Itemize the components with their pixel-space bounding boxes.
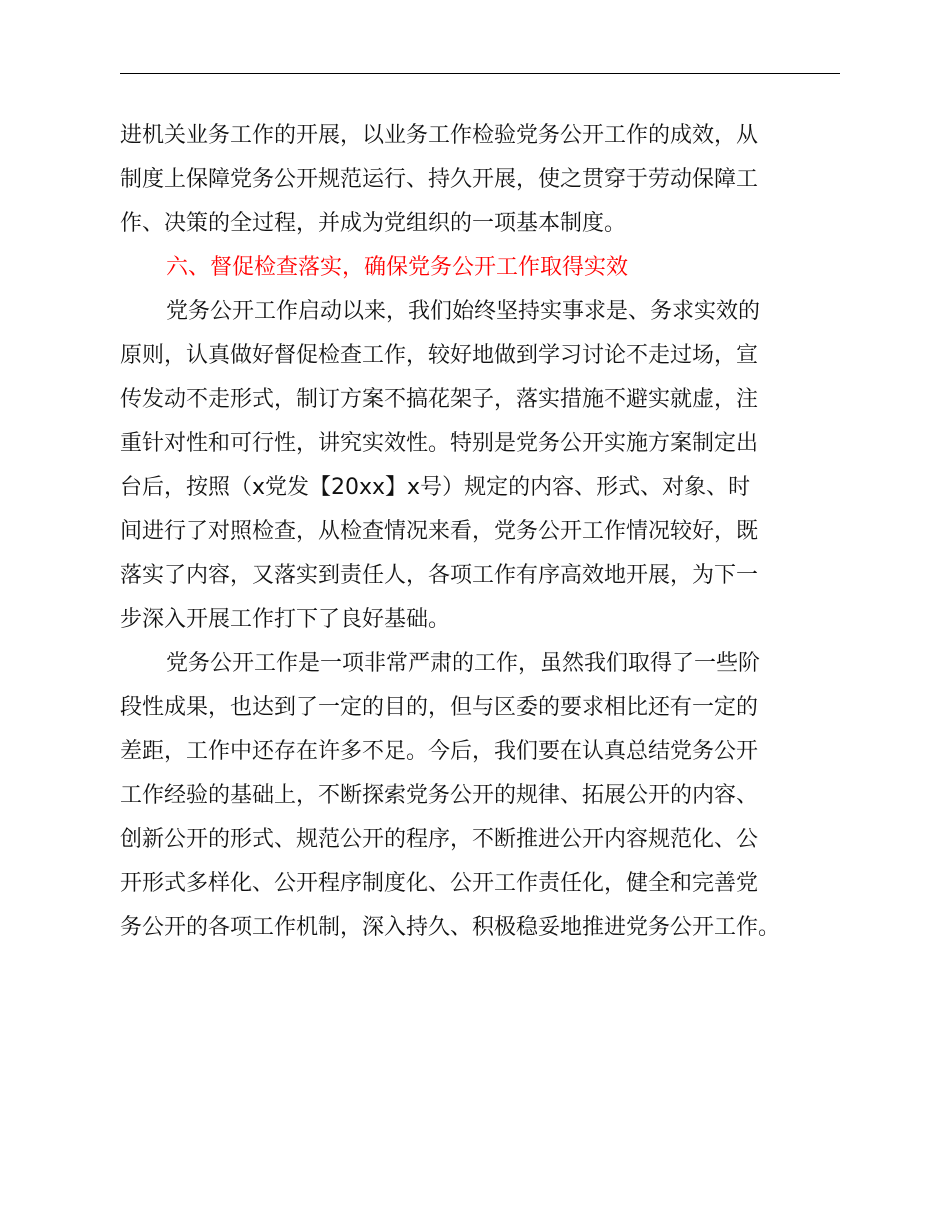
section-heading: 六、督促检查落实，确保党务公开工作取得实效 [166, 255, 629, 280]
paragraph-line: 进机关业务工作的开展，以业务工作检验党务公开工作的成效，从 [120, 123, 759, 148]
paragraph-line: 党务公开工作是一项非常严肃的工作，虽然我们取得了一些阶 [166, 651, 761, 676]
paragraph-line: 重针对性和可行性，讲究实效性。特别是党务公开实施方案制定出 [120, 431, 759, 456]
header-rule [120, 73, 840, 74]
paragraph-line: 台后，按照（x党发【20xx】x号）规定的内容、形式、对象、时 [120, 475, 751, 500]
paragraph-line: 段性成果，也达到了一定的目的，但与区委的要求相比还有一定的 [120, 695, 759, 720]
paragraph-line: 工作经验的基础上，不断探索党务公开的规律、拓展公开的内容、 [120, 783, 759, 808]
paragraph-line: 创新公开的形式、规范公开的程序，不断推进公开内容规范化、公 [120, 827, 759, 852]
paragraph-line: 制度上保障党务公开规范运行、持久开展，使之贯穿于劳动保障工 [120, 167, 759, 192]
paragraph-line: 务公开的各项工作机制，深入持久、积极稳妥地推进党务公开工作。 [120, 915, 781, 940]
paragraph-line: 步深入开展工作打下了良好基础。 [120, 607, 451, 632]
paragraph-line: 差距，工作中还存在许多不足。今后，我们要在认真总结党务公开 [120, 739, 759, 764]
paragraph-line: 间进行了对照检查，从检查情况来看，党务公开工作情况较好，既 [120, 519, 759, 544]
paragraph-line: 原则，认真做好督促检查工作，较好地做到学习讨论不走过场，宣 [120, 343, 759, 368]
paragraph-line: 开形式多样化、公开程序制度化、公开工作责任化，健全和完善党 [120, 871, 759, 896]
paragraph-line: 传发动不走形式，制订方案不搞花架子，落实措施不避实就虚，注 [120, 387, 759, 412]
paragraph-line: 落实了内容，又落实到责任人，各项工作有序高效地开展，为下一 [120, 563, 759, 588]
paragraph-line: 党务公开工作启动以来，我们始终坚持实事求是、务求实效的 [166, 299, 761, 324]
paragraph-line: 作、决策的全过程，并成为党组织的一项基本制度。 [120, 211, 627, 236]
